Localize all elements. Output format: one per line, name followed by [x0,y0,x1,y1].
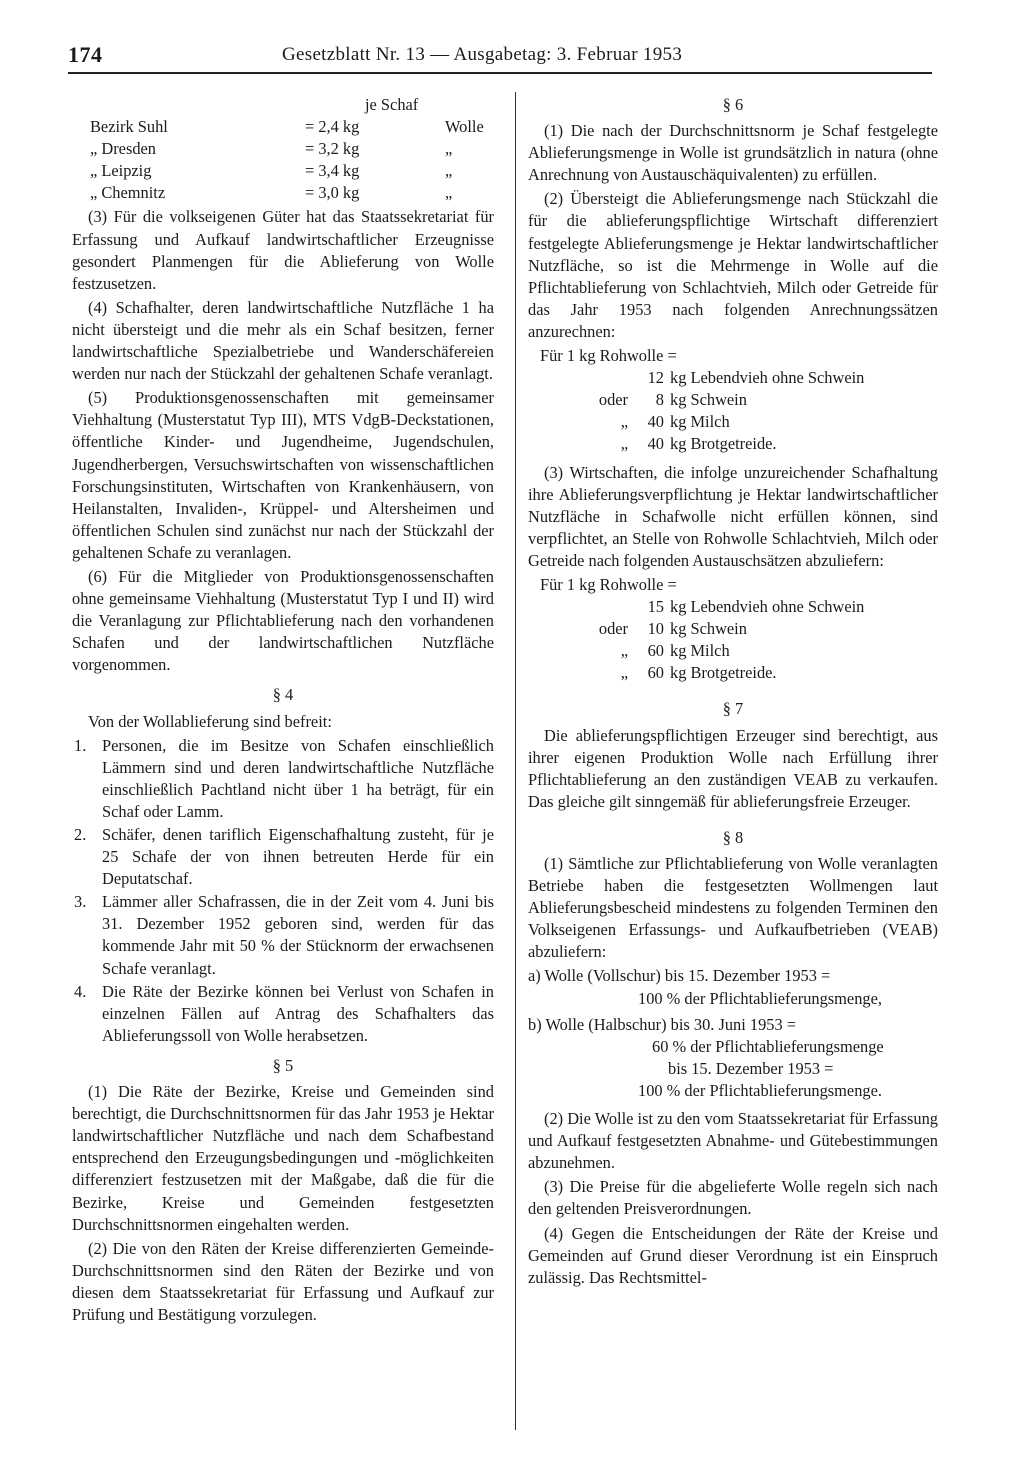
list-item-text: Schäfer, denen tariflich Eigenschafhaltung zusteht, für je 25 Schafe der von ihnen betreuten Herde für ein Deputatschaf. [102,825,494,889]
district-name: „ Dresden [90,139,156,159]
wool-value: = 3,0 kg [305,183,360,203]
table-row [72,160,494,182]
table-row [72,138,494,160]
conversion-table-2 [528,574,938,684]
deadline-b-amount-1: 60 % der Pflichtablieferungsmenge [652,1036,884,1056]
conversion-prefix: oder [598,619,628,639]
list-item [72,735,494,823]
section-6-paragraph-2: (2) Übersteigt die Ablieferungsmenge nach Stückzahl die für die ablieferungspflichtige Wirtschaft differenziert festgelegte Ablieferungsmenge je Hektar landwirtschaftlicher Nutzfläche, so ist die Mehrmenge in Wolle auf die Pflichtablieferung von Schlachtvieh, Milch oder Getreide für das Jahr 1953 nach folgenden Anrechnungssätzen anzurechnen: [528,189,938,341]
section-4-intro: Von der Wollablieferung sind befreit: [88,711,332,731]
list-item-number: 1. [74,735,87,755]
district-name: „ Chemnitz [90,183,166,203]
list-item [72,824,494,890]
wool-value: = 2,4 kg [305,117,360,137]
section-8-paragraph-4: (4) Gegen die Entscheidungen der Räte der Kreise und Gemeinden auf Grund dieser Verordnung ist ein Einspruch zulässig. Das Rechtsmittel- [528,1223,938,1287]
deadline-a: a) Wolle (Vollschur) bis 15. Dezember 1953 = [528,966,831,986]
section-7-paragraph-1: Die ablieferungspflichtigen Erzeuger sind berechtigt, aus ihrer eigenen Produktion Wolle nach Erfüllung ihrer Pflichtablieferung an den zuständigen VEAB zu verkaufen. Das gleiche gilt sinngemäß für ablieferungsfreie Erzeuger. [528,725,938,811]
section-8-heading: § 8 [722,827,744,847]
table-row [72,182,494,204]
paragraph-3-4: (4) Schafhalter, deren landwirtschaftliche Nutzfläche 1 ha nicht übersteigt und die mehr als ein Schaf besitzen, ferner landwirtschaftliche Spezialbetriebe und Wanderschäfereien werden nur nach der Stückzahl der gehaltenen Schafe veranlagt. [72,297,494,384]
deadline-b-amount-2: 100 % der Pflichtablieferungsmenge. [638,1080,882,1100]
column-divider [515,92,516,1430]
deadline-b: b) Wolle (Halbschur) bis 30. Juni 1953 = [528,1014,797,1034]
conversion-amount: 60 [647,663,664,683]
deadline-list [528,965,938,1102]
list-item [72,891,494,979]
list-item-text: Personen, die im Besitze von Schafen einschließlich Lämmern sind und deren landwirtschaftliche Nutzfläche einschließlich Pachtland nicht über 1 ha beträgt, für ein Schaf oder Lamm. [102,735,494,821]
conversion-amount: 12 [647,368,664,388]
conversion-prefix: oder [598,390,628,410]
wool-table-header: je Schaf [365,95,419,114]
section-8-paragraph-1: (1) Sämtliche zur Pflichtablieferung von Wolle veranlagten Betriebe haben die festgesetzten Wollmengen laut Ablieferungsbescheid mindestens zu folgenden Terminen den Volkseigenen Erfassungs- und Aufkaufbetrieben (VEAB) abzuliefern: [528,854,938,962]
wool-table-header-row [72,94,494,116]
conversion-prefix: „ [620,412,628,432]
section-8-paragraph-2: (2) Die Wolle ist zu den vom Staatssekretariat für Erfassung und Aufkauf festgesetzten Abnahme- und Gütebestimmungen abzunehmen. [528,1109,938,1173]
conversion-item: kg Brotgetreide. [670,434,777,454]
section-6-paragraph-1: (1) Die nach der Durchschnittsnorm je Schaf festgelegte Ablieferungsmenge in Wolle ist grundsätzlich in natura (ohne Anrechnung von Austauschäquivalenten) zu erfüllen. [528,121,938,185]
conversion-row [528,640,938,662]
conversion-amount: 8 [655,390,664,410]
conversion-table-1 [528,345,938,455]
wool-unit: Wolle [445,117,484,137]
section-6-paragraph-3: (3) Wirtschaften, die infolge unzureichender Schafhaltung ihre Ablieferungsverpflichtung je Hektar landwirtschaftlicher Nutzfläche in Schafwolle nicht erfüllen können, sind verpflichtet, an Stelle von Rohwolle Schlachtvieh, Milch oder Getreide nach folgenden Austauschsätzen abzuliefern: [528,462,938,570]
conversion-row [528,433,938,455]
wool-value: = 3,2 kg [305,139,360,159]
page-number: 174 [68,42,103,67]
list-item [72,981,494,1047]
conversion-amount: 40 [647,434,664,454]
list-item-number: 3. [74,892,87,912]
left-column [72,94,494,1328]
list-item-number: 2. [74,825,87,844]
conversion-item: kg Schwein [670,619,747,639]
district-name: „ Leipzig [90,161,152,181]
conversion-item: kg Milch [670,412,730,432]
paragraph-3-3: (3) Für die volkseigenen Güter hat das Staatssekretariat für Erfassung und Aufkauf landwirtschaftlicher Erzeugnisse gesondert Planmengen für die Ablieferung von Wolle festzusetzen. [72,207,494,293]
section-4-heading: § 4 [272,685,294,705]
section-5-paragraph-2: (2) Die von den Räten der Kreise differenzierten Gemeinde-Durchschnittsnormen sind den Räten der Bezirke und von diesen dem Staatssekretariat für Erfassung und Aufkauf zur Prüfung und Bestätigung vorzulegen. [72,1238,494,1324]
section-5-heading: § 5 [272,1055,294,1075]
conversion-row [528,389,938,411]
conversion-row [528,367,938,389]
list-item-text: Lämmer aller Schafrassen, die in der Zeit vom 4. Juni bis 31. Dezember 1952 geboren sind, werden für das kommende Jahr mit 50 % der Stücknorm der erwachsenen Schafe veranlagt. [102,892,494,978]
list-item-text: Die Räte der Bezirke können bei Verlust von Schafen in einzelnen Fällen auf Antrag des Schafhalters das Ablieferungssoll von Wolle herabsetzen. [102,981,494,1045]
paragraph-3-6: (6) Für die Mitglieder von Produktionsgenossenschaften ohne gemeinsame Viehhaltung (Musterstatut Typ I und II) wird die Veranlagung zur Pflichtablieferung nach den vorhandenen Schafen und der landwirtschaftlichen Nutzfläche vorgenommen. [72,566,494,675]
wool-rate-table [72,94,494,204]
conversion-item: kg Schwein [670,390,747,410]
paragraph-3-5: (5) Produktionsgenossenschaften mit gemeinsamer Viehhaltung (Musterstatut Typ III), MTS VdgB-Deckstationen, öffentliche Kinder- und Jugendheime, Jugendschulen, Jugendherbergen, Versuchswirtschaften von wissenschaftlichen Forschungsinstituten, Wirtschaften von Krankenhäusern, von Heilanstalten, Invaliden-, Krüppel- und Altersheimen und öffentlichen Schulen sind zunächst nur nach der Stückzahl der gehaltenen Schafe zu veranlagen. [72,388,494,562]
conversion-head: Für 1 kg Rohwolle = [540,574,677,594]
list-item-number: 4. [74,981,87,1001]
conversion-amount: 15 [647,597,664,617]
deadline-b-date-2: bis 15. Dezember 1953 = [668,1058,834,1078]
page-header [68,40,932,70]
conversion-prefix: „ [620,434,628,454]
conversion-item: kg Brotgetreide. [670,663,777,683]
deadline-a-amount: 100 % der Pflichtablieferungsmenge, [638,988,882,1008]
wool-unit: „ [445,139,453,159]
conversion-head: Für 1 kg Rohwolle = [540,346,677,366]
conversion-item: kg Milch [670,641,730,661]
running-title: Gesetzblatt Nr. 13 — Ausgabetag: 3. Februar 1953 [282,44,683,65]
conversion-amount: 40 [647,412,664,432]
wool-unit: „ [445,161,453,181]
conversion-row [528,618,938,640]
conversion-row [528,596,938,618]
conversion-prefix: „ [620,641,628,661]
conversion-row [528,662,938,684]
section-8-paragraph-3: (3) Die Preise für die abgelieferte Wolle regeln sich nach den geltenden Preisverordnungen. [528,1177,938,1219]
conversion-item: kg Lebendvieh ohne Schwein [670,597,865,617]
section-5-paragraph-1: (1) Die Räte der Bezirke, Kreise und Gemeinden sind berechtigt, die Durchschnittsnormen für das Jahr 1953 je Hektar landwirtschaftlicher Nutzfläche und nach dem Schafbestand entsprechend den Erzeugungsbedingungen und -möglichkeiten differenziert festzusetzen mit der Maßgabe, daß die für die Bezirke, Kreise und Gemeinden festgesetzten Durchschnittsnormen eingehalten werden. [72,1082,494,1234]
district-name: Bezirk Suhl [90,117,168,137]
section-7-heading: § 7 [722,699,744,719]
conversion-prefix [528,367,640,389]
conversion-amount: 10 [647,619,664,639]
conversion-item: kg Lebendvieh ohne Schwein [670,368,865,388]
wool-value: = 3,4 kg [305,161,360,181]
wool-unit: „ [445,183,453,203]
section-6-heading: § 6 [722,95,744,114]
conversion-prefix [528,596,640,618]
header-rule [68,72,932,74]
exemption-list [72,735,494,1047]
conversion-prefix: „ [620,663,628,683]
conversion-row [528,411,938,433]
conversion-amount: 60 [647,641,664,661]
right-column [528,94,938,1291]
table-row [72,116,494,138]
